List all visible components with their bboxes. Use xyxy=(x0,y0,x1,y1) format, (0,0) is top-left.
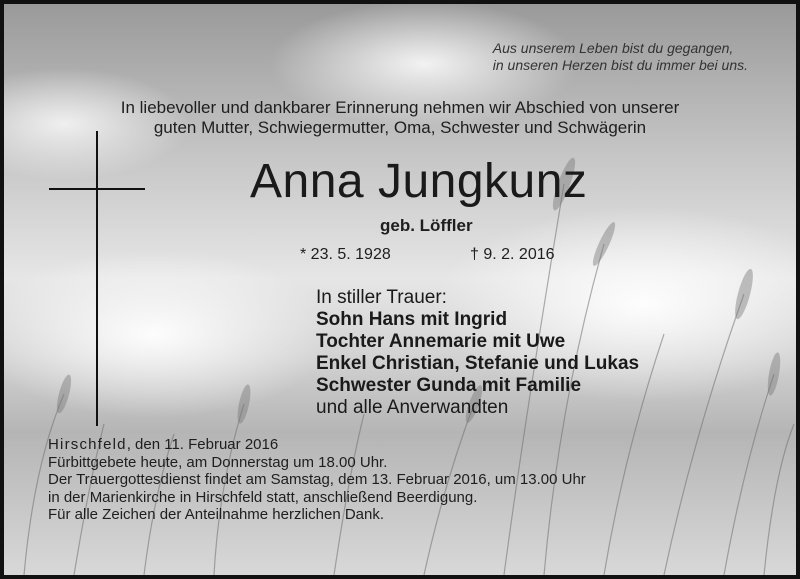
mourner-line: Schwester Gunda mit Familie xyxy=(316,375,582,396)
death-date: † 9. 2. 2016 xyxy=(470,246,555,263)
intro-line-1: In liebevoller und dankbarer Erinnerung nehmen wir Abschied von unserer xyxy=(120,98,680,117)
footer-line-4: Für alle Zeichen der Anteilnahme herzlichen Dank. xyxy=(48,506,385,523)
mourners-heading: In stiller Trauer: xyxy=(316,287,447,308)
mourners-closing: und alle Anverwandten xyxy=(316,397,509,418)
motto xyxy=(493,40,748,74)
cross-icon-bar xyxy=(49,188,145,190)
place: Hirschfeld xyxy=(48,436,127,453)
footer-line-2: Der Trauergottesdienst findet am Samstag, dem 13. Februar 2016, um 13.00 Uhr xyxy=(48,471,586,488)
place-date xyxy=(48,436,586,454)
motto-line-1: Aus unserem Leben bist du gegangen, xyxy=(492,40,734,56)
date: , den 11. Februar 2016 xyxy=(126,436,279,453)
cross-icon xyxy=(96,131,98,426)
mourner-line: Sohn Hans mit Ingrid xyxy=(316,309,508,330)
intro-text xyxy=(4,98,796,138)
footer-notes xyxy=(48,436,586,524)
motto-line-2: in unseren Herzen bist du immer bei uns. xyxy=(492,57,748,73)
birth-date: * 23. 5. 1928 xyxy=(300,246,391,263)
footer-line-1: Fürbittgebete heute, am Donnerstag um 18.00 Uhr. xyxy=(48,453,388,471)
deceased-name: Anna Jungkunz xyxy=(250,155,588,208)
born-name: geb. Löffler xyxy=(380,216,473,235)
mourners-block xyxy=(316,287,639,419)
mourner-line: Enkel Christian, Stefanie und Lukas xyxy=(316,353,640,374)
footer-line-3: in der Marienkirche in Hirschfeld statt, anschließend Beerdigung. xyxy=(48,488,478,506)
intro-line-2: guten Mutter, Schwiegermutter, Oma, Schwester und Schwägerin xyxy=(153,118,647,137)
mourner-line: Tochter Annemarie mit Uwe xyxy=(316,331,566,352)
